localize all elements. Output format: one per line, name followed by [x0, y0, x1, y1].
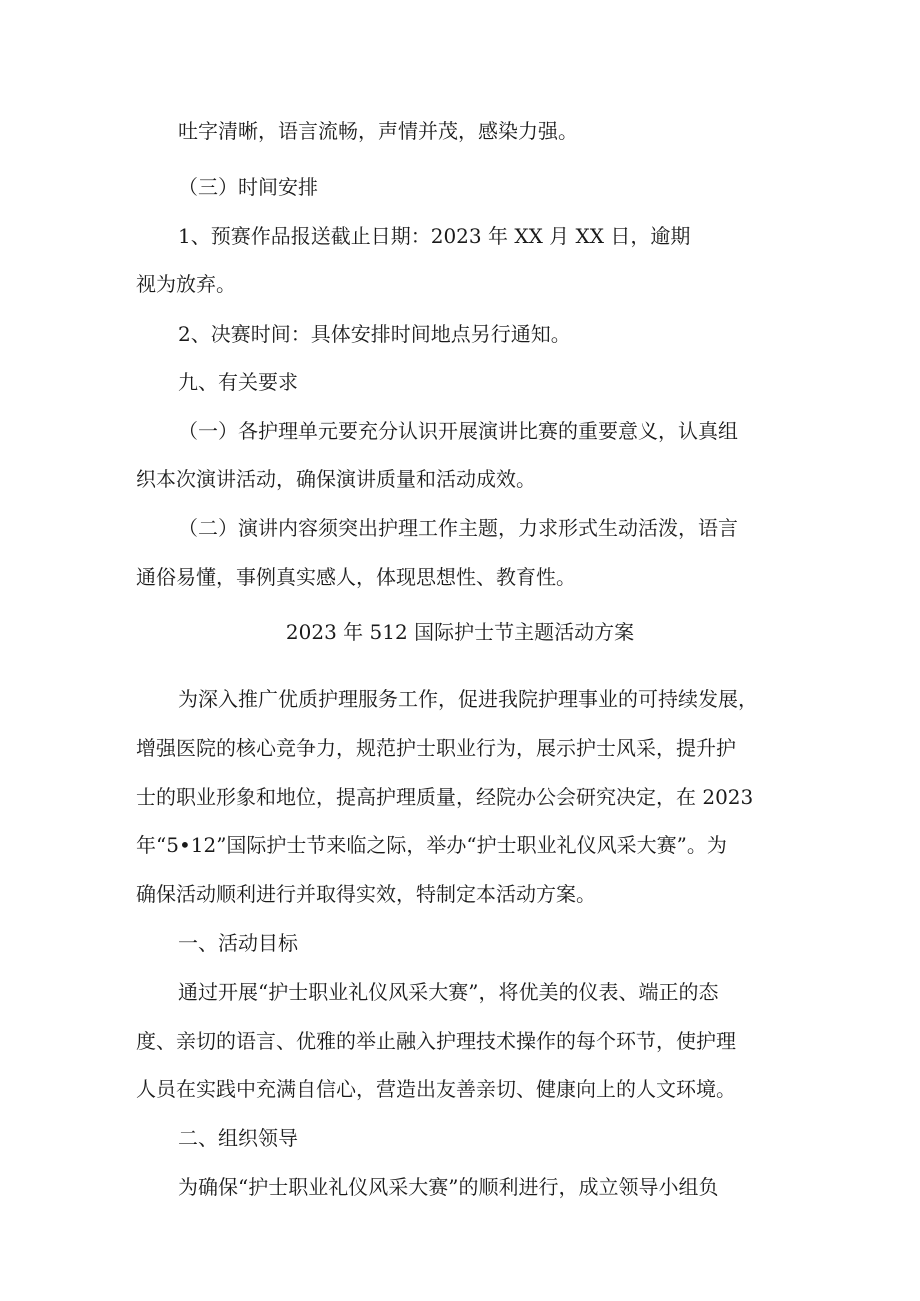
body-line: 视为放弃。	[136, 272, 236, 296]
body-line: （二）演讲内容须突出护理工作主题，力求形式生动活泼，语言	[178, 516, 738, 540]
body-line: 1、预赛作品报送截止日期：2023 年 XX 月 XX 日，逾期	[178, 224, 691, 248]
body-line: 为确保“护士职业礼仪风采大赛”的顺利进行，成立领导小组负	[178, 1175, 719, 1199]
section-heading: 一、活动目标	[178, 931, 298, 955]
body-line: 确保活动顺利进行并取得实效，特制定本活动方案。	[136, 882, 596, 906]
body-line: 增强医院的核心竞争力，规范护士职业行为，展示护士风采，提升护	[136, 736, 736, 760]
body-line: 通过开展“护士职业礼仪风采大赛”，将优美的仪表、端正的态	[178, 980, 719, 1004]
body-line: 织本次演讲活动，确保演讲质量和活动成效。	[136, 467, 536, 491]
section-heading: 二、组织领导	[178, 1126, 298, 1150]
body-line: 通俗易懂，事例真实感人，体现思想性、教育性。	[136, 565, 576, 589]
body-line: 士的职业形象和地位，提高护理质量，经院办公会研究决定，在 2023	[136, 785, 754, 809]
body-line: 吐字清晰，语言流畅，声情并茂，感染力强。	[178, 119, 578, 143]
body-line: （一）各护理单元要充分认识开展演讲比赛的重要意义，认真组	[178, 419, 738, 443]
document-title: 2023 年 512 国际护士节主题活动方案	[285, 620, 635, 644]
body-line: 度、亲切的语言、优雅的举止融入护理技术操作的每个环节，使护理	[136, 1029, 736, 1053]
section-heading: 九、有关要求	[178, 370, 298, 394]
body-line: 为深入推广优质护理服务工作，促进我院护理事业的可持续发展，	[178, 687, 758, 711]
body-line: 年“5•12”国际护士节来临之际，举办“护士职业礼仪风采大赛”。为	[136, 833, 727, 857]
body-line: 2、决赛时间：具体安排时间地点另行通知。	[178, 322, 571, 346]
body-line: 人员在实践中充满自信心，营造出友善亲切、健康向上的人文环境。	[136, 1077, 736, 1101]
section-heading: （三）时间安排	[178, 175, 318, 199]
